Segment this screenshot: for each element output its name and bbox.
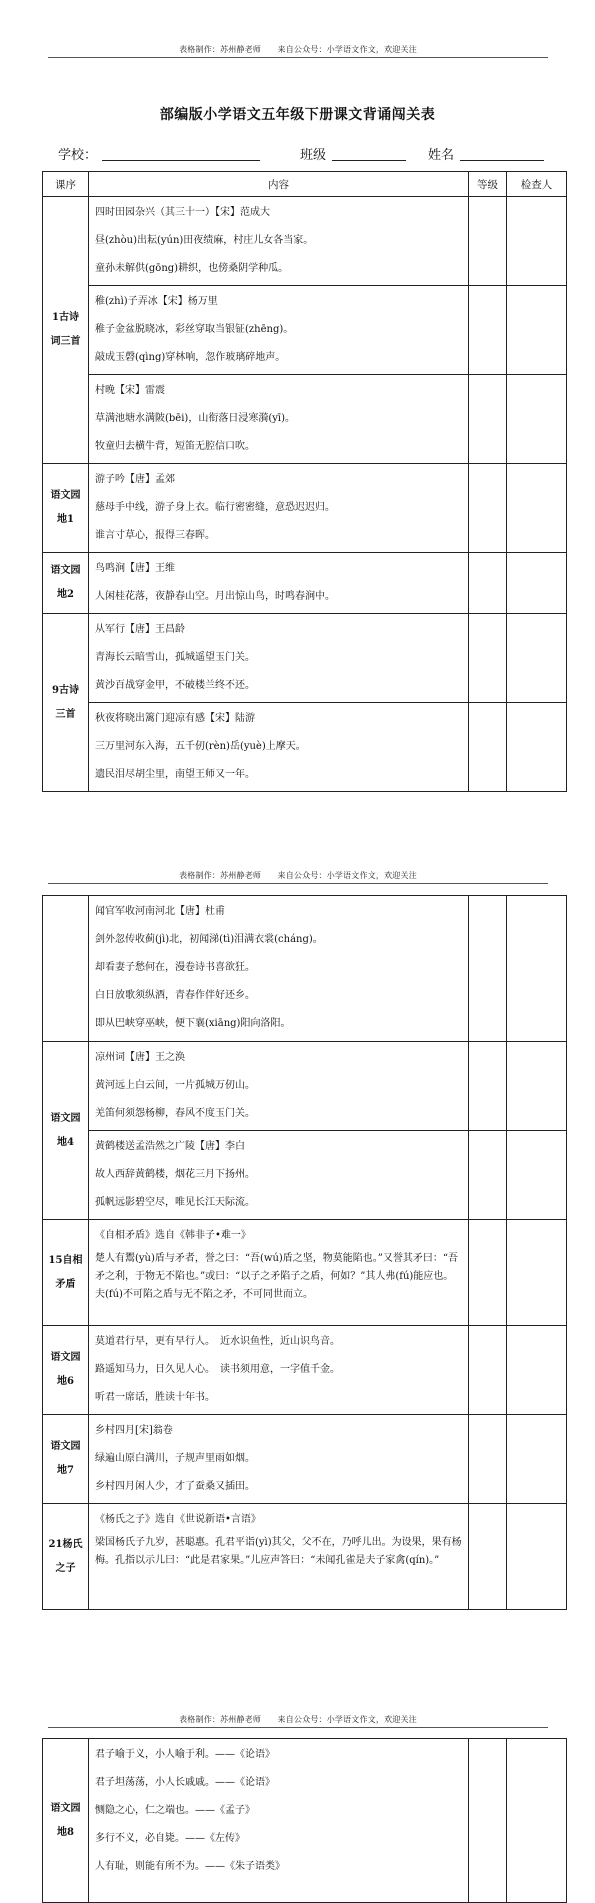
content-cell — [89, 1131, 469, 1220]
poem-line: 故人西辞黄鹤楼，烟花三月下扬州。 — [95, 1169, 255, 1180]
lesson-label: 语文园 — [50, 565, 81, 576]
lesson-cell — [43, 1220, 89, 1326]
class-label: 班级 — [300, 148, 327, 163]
poem-line: 三万里河东入海，五千仞(rèn)岳(yuè)上摩天。 — [95, 741, 306, 752]
poem-title: 游子吟【唐】孟郊 — [95, 474, 175, 485]
grade-cell[interactable] — [469, 1739, 507, 1903]
table-row — [43, 1042, 567, 1131]
quote-line: 人有耻，则能有所不为。——《朱子语类》 — [95, 1861, 285, 1872]
lesson-label: 之子 — [55, 1562, 76, 1574]
poem-title: 闻官军收河南河北【唐】杜甫 — [95, 906, 225, 917]
checker-cell[interactable] — [507, 1042, 567, 1131]
content-cell — [89, 375, 469, 464]
lesson-label: 词三首 — [50, 336, 81, 347]
lesson-label: 地1 — [57, 514, 74, 525]
content-cell — [89, 286, 469, 375]
poem-title: 鸟鸣涧【唐】王维 — [95, 563, 175, 574]
grade-cell[interactable] — [469, 1042, 507, 1131]
grade-cell[interactable] — [469, 464, 507, 553]
checker-cell[interactable] — [507, 1415, 567, 1504]
col-checker-header: 检查人 — [507, 172, 567, 197]
poem-line: 牧童归去横牛背，短笛无腔信口吹。 — [95, 441, 255, 452]
grade-cell[interactable] — [469, 614, 507, 703]
table-row — [43, 614, 567, 703]
poem-title: 从军行【唐】王昌龄 — [95, 624, 185, 635]
poem-title: 秋夜将晓出篱门迎凉有感【宋】陆游 — [95, 713, 255, 724]
recitation-table-1 — [42, 171, 567, 792]
content-cell — [89, 464, 469, 553]
poem-title: 凉州词【唐】王之涣 — [95, 1052, 185, 1063]
poem-line: 人闲桂花落，夜静春山空。月出惊山鸟，时鸣春涧中。 — [95, 591, 335, 602]
lesson-label: 三首 — [55, 708, 76, 720]
table-row — [43, 375, 567, 464]
checker-cell[interactable] — [507, 375, 567, 464]
checker-cell[interactable] — [507, 1220, 567, 1326]
checker-cell[interactable] — [507, 553, 567, 614]
recitation-table-2 — [42, 895, 567, 1610]
lesson-cell — [43, 464, 89, 553]
table-row — [43, 553, 567, 614]
header-rule — [48, 883, 548, 884]
poem-line: 草满池塘水满陂(bēi)，山衔落日浸寒漪(yī)。 — [95, 413, 295, 424]
content-cell — [89, 1220, 469, 1326]
quote-line: 多行不义，必自毙。——《左传》 — [95, 1833, 245, 1844]
grade-cell[interactable] — [469, 1504, 507, 1610]
lesson-label: 21杨氏 — [48, 1538, 83, 1550]
lesson-label: 地4 — [57, 1136, 74, 1148]
grade-cell[interactable] — [469, 1131, 507, 1220]
checker-cell[interactable] — [507, 286, 567, 375]
lesson-label: 地2 — [57, 589, 74, 600]
poem-line: 却看妻子愁何在，漫卷诗书喜欲狂。 — [95, 962, 255, 973]
lesson-label: 语文园 — [50, 1352, 81, 1363]
poem-line: 剑外忽传收蓟(jì)北，初闻涕(tì)泪满衣裳(cháng)。 — [95, 934, 323, 945]
poem-line: 黄河远上白云间，一片孤城万仞山。 — [95, 1080, 255, 1091]
name-field[interactable] — [460, 160, 544, 161]
grade-cell[interactable] — [469, 896, 507, 1042]
table-row — [43, 896, 567, 1042]
col-content-header: 内容 — [89, 172, 469, 197]
table-row — [43, 1415, 567, 1504]
poem-title: 村晚【宋】雷震 — [95, 385, 165, 396]
lesson-cell — [43, 896, 89, 1042]
text-title: 《杨氏之子》选自《世说新语•言语》 — [95, 1514, 261, 1525]
col-grade-header: 等级 — [469, 172, 507, 197]
poem-line: 稚子金盆脱晓冰，彩丝穿取当银钲(zhēng)。 — [95, 324, 294, 335]
table-row — [43, 1131, 567, 1220]
school-label: 学校： — [58, 148, 98, 163]
content-cell — [89, 703, 469, 792]
proverb-line: 路遥知马力，日久见人心。 读书须用意，一字值千金。 — [95, 1364, 340, 1375]
lesson-cell — [43, 553, 89, 614]
content-cell — [89, 1415, 469, 1504]
poem-line: 黄沙百战穿金甲，不破楼兰终不还。 — [95, 680, 255, 691]
poem-line: 青海长云暗雪山，孤城遥望玉门关。 — [95, 652, 255, 663]
table-row — [43, 1504, 567, 1610]
lesson-label: 矛盾 — [55, 1278, 76, 1290]
table-header-row — [43, 172, 567, 197]
poem-line: 昼(zhòu)出耘(yún)田夜绩麻，村庄儿女各当家。 — [95, 235, 314, 246]
table-row — [43, 703, 567, 792]
poem-line: 孤帆远影碧空尽，唯见长江天际流。 — [95, 1197, 255, 1208]
grade-cell[interactable] — [469, 286, 507, 375]
content-cell — [89, 197, 469, 286]
class-field[interactable] — [332, 160, 406, 161]
checker-cell[interactable] — [507, 1739, 567, 1903]
page-title: 部编版小学语文五年级下册课文背诵闯关表 — [159, 107, 436, 123]
checker-cell[interactable] — [507, 464, 567, 553]
checker-cell[interactable] — [507, 1504, 567, 1610]
checker-cell[interactable] — [507, 703, 567, 792]
content-cell — [89, 1326, 469, 1415]
lesson-label: 1古诗 — [52, 312, 79, 323]
lesson-cell — [43, 197, 89, 464]
quote-line: 君子坦荡荡，小人长戚戚。——《论语》 — [95, 1777, 275, 1788]
lesson-cell — [43, 1415, 89, 1504]
classical-text: 楚人有鬻(yù)盾与矛者，誉之曰：“吾(wú)盾之坚，物莫能陷也。”又誉其矛曰：“吾矛之利，于物无不陷也。”或曰：“以子之矛陷子之盾，何如？”其人弗(fú)能应也。夫(fú)不可陷之盾与无不陷之矛，不可同世而立。 — [95, 1253, 459, 1300]
content-cell — [89, 896, 469, 1042]
header-rule — [48, 1727, 548, 1728]
poem-title: 黄鹤楼送孟浩然之广陵【唐】李白 — [95, 1141, 245, 1152]
grade-cell[interactable] — [469, 1326, 507, 1415]
grade-cell[interactable] — [469, 197, 507, 286]
poem-line: 慈母手中线，游子身上衣。临行密密缝，意恐迟迟归。 — [95, 502, 335, 513]
proverb-line: 听君一席话，胜读十年书。 — [95, 1392, 215, 1403]
checker-cell[interactable] — [507, 197, 567, 286]
lesson-label: 地7 — [57, 1465, 74, 1476]
page-header-text: 表格制作：苏州静老师 来自公众号：小学语文作文，欢迎关注 — [179, 1715, 417, 1724]
lesson-cell — [43, 1739, 89, 1903]
table-row — [43, 1220, 567, 1326]
lesson-cell — [43, 614, 89, 792]
poem-line: 白日放歌须纵酒，青春作伴好还乡。 — [95, 990, 255, 1001]
lesson-label: 语文园 — [50, 1112, 81, 1124]
lesson-label: 语文园 — [50, 1441, 81, 1452]
classical-text: 梁国杨氏子九岁，甚聪惠。孔君平诣(yì)其父，父不在，乃呼儿出。为设果，果有杨梅。孔指以示儿曰：“此是君家果。”儿应声答曰：“未闻孔雀是夫子家禽(qín)。” — [95, 1537, 462, 1566]
page-header-text: 表格制作：苏州静老师 来自公众号：小学语文作文，欢迎关注 — [179, 871, 417, 880]
content-cell — [89, 553, 469, 614]
poem-line: 绿遍山原白满川，子规声里雨如烟。 — [95, 1453, 255, 1464]
table-row — [43, 1326, 567, 1415]
lesson-cell — [43, 1042, 89, 1220]
grade-cell[interactable] — [469, 553, 507, 614]
poem-line: 谁言寸草心，报得三春晖。 — [95, 530, 215, 541]
poem-line: 童孙未解供(gōng)耕织，也傍桑阴学种瓜。 — [95, 263, 289, 274]
content-cell — [89, 1042, 469, 1131]
quote-line: 恻隐之心，仁之端也。——《孟子》 — [95, 1805, 255, 1816]
lesson-label: 9古诗 — [52, 684, 79, 696]
poem-title: 四时田园杂兴（其三十一）【宋】范成大 — [95, 207, 270, 218]
header-rule — [48, 57, 548, 58]
content-cell — [89, 1739, 469, 1903]
page-header-text: 表格制作：苏州静老师 来自公众号：小学语文作文，欢迎关注 — [179, 45, 417, 54]
content-cell — [89, 614, 469, 703]
poem-title: 乡村四月[宋]翁卷 — [95, 1425, 173, 1436]
poem-line: 遗民泪尽胡尘里，南望王师又一年。 — [95, 769, 255, 780]
poem-line: 即从巴峡穿巫峡，便下襄(xiāng)阳向洛阳。 — [95, 1018, 291, 1029]
table-row — [43, 286, 567, 375]
lesson-label: 15自相 — [48, 1254, 83, 1266]
text-title: 《自相矛盾》选自《韩非子•难一》 — [95, 1230, 251, 1241]
quote-line: 君子喻于义，小人喻于利。——《论语》 — [95, 1749, 275, 1760]
grade-cell[interactable] — [469, 375, 507, 464]
lesson-cell — [43, 1504, 89, 1610]
table-row — [43, 197, 567, 286]
poem-title: 稚(zhì)子弄冰【宋】杨万里 — [95, 296, 218, 307]
school-field[interactable] — [102, 160, 260, 161]
poem-line: 羌笛何须怨杨柳，春风不度玉门关。 — [95, 1108, 255, 1119]
name-label: 姓名 — [428, 148, 455, 163]
table-row — [43, 464, 567, 553]
lesson-label: 地6 — [57, 1376, 74, 1387]
poem-line: 乡村四月闲人少，才了蚕桑又插田。 — [95, 1481, 255, 1492]
checker-cell[interactable] — [507, 1131, 567, 1220]
lesson-label: 地8 — [57, 1826, 74, 1838]
lesson-label: 语文园 — [50, 1802, 81, 1814]
col-lesson-header: 课序 — [43, 172, 89, 197]
recitation-table-3 — [42, 1738, 567, 1903]
checker-cell[interactable] — [507, 614, 567, 703]
table-row — [43, 1739, 567, 1903]
checker-cell[interactable] — [507, 896, 567, 1042]
lesson-label: 语文园 — [50, 490, 81, 501]
checker-cell[interactable] — [507, 1326, 567, 1415]
poem-line: 敲成玉磬(qìng)穿林响，忽作玻璃碎地声。 — [95, 352, 286, 363]
proverb-line: 莫道君行早，更有早行人。 近水识鱼性，近山识鸟音。 — [95, 1336, 340, 1347]
lesson-cell — [43, 1326, 89, 1415]
grade-cell[interactable] — [469, 703, 507, 792]
grade-cell[interactable] — [469, 1220, 507, 1326]
grade-cell[interactable] — [469, 1415, 507, 1504]
content-cell — [89, 1504, 469, 1610]
